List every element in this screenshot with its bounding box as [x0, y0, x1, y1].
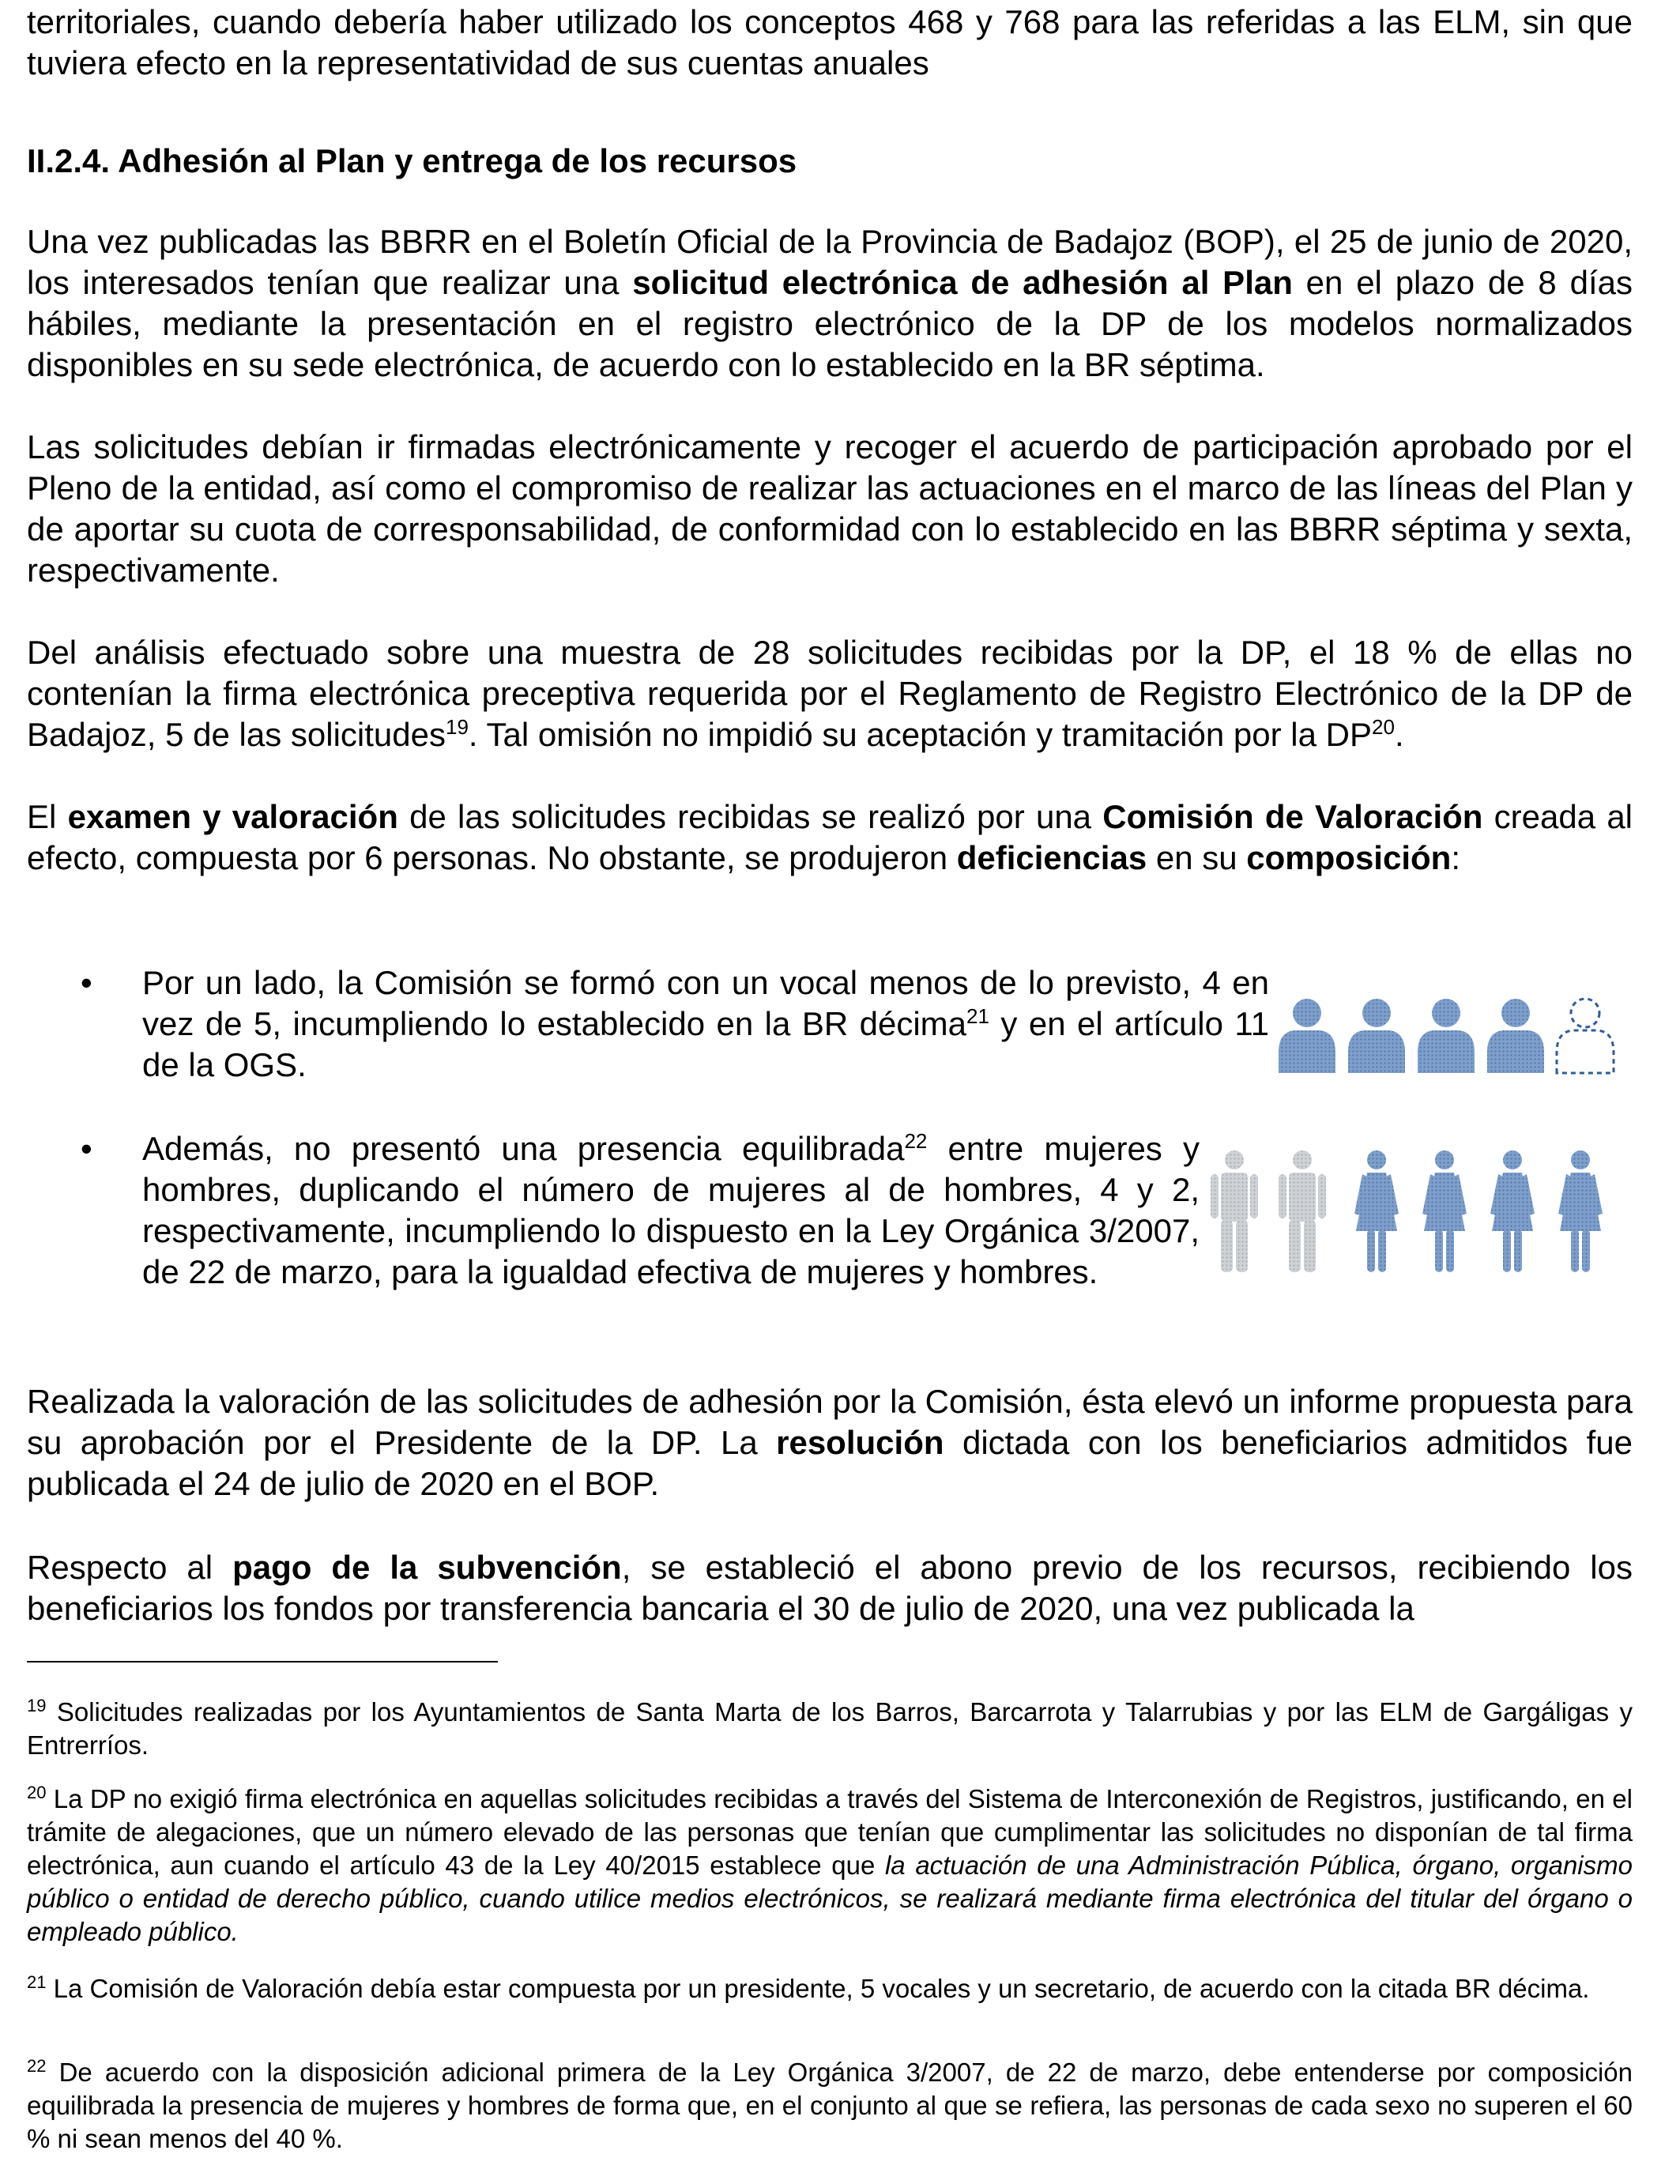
footnote-ref-22[interactable]: 22 [904, 1129, 928, 1153]
intro-paragraph: territoriales, cuando debería haber utilizado los conceptos 468 y 768 para las referidas a las ELM, sin que tuviera efecto en la representatividad de sus cuentas anuales [27, 3, 1633, 81]
woman-icon [1354, 1150, 1399, 1272]
paragraph-analisis: Del análisis efectuado sobre una muestra de 28 solicitudes recibidas por la DP, el 18 % de ellas no contenían la firma electrónica preceptiva requerida por el Reglamento de Registro Electrónico de la DP de Badajoz, 5 de las solicitudes$^{19}$. Tal omisión no impidió su aceptación y tramitación por la DP$^{20}$. [27, 634, 1633, 753]
paragraph-adhesion: Una vez publicadas las BBRR en el Boletín Oficial de la Provincia de Badajoz (BOP), el 25 de junio de 2020, los interesados tenían que realizar una solicitud electrónica de adhesión al Plan en el plazo de 8 días hábiles, mediante la presentación en el registro electrónico de la DP de los modelos normalizados disponibles en su sede electrónica, de acuerdo con lo establecido en la BR séptima. [27, 223, 1633, 383]
footnote-separator [27, 1661, 498, 1662]
vocales-figure [1272, 994, 1620, 1076]
missing-vocal-icon [1557, 999, 1614, 1073]
vocal-person-icon [1487, 999, 1544, 1073]
vocal-person-icon [1348, 999, 1405, 1073]
footnote-21: $^{21}$ La Comisión de Valoración debía estar compuesta por un presidente, 5 vocales y un secretario, de acuerdo con la citada BR décima. [27, 1972, 1590, 2003]
vocal-person-icon [1418, 999, 1475, 1073]
paragraph-comision: El examen y valoración de las solicitudes recibidas se realizó por una Comisión de Valoración creada al efecto, compuesta por 6 personas. No obstante, se produjeron deficiencias en su composición: [27, 798, 1633, 876]
section-heading: II.2.4. Adhesión al Plan y entrega de los recursos [27, 142, 797, 179]
woman-icon [1490, 1150, 1535, 1272]
footnote-ref-19[interactable]: 19 [445, 715, 469, 739]
footnote-ref-20[interactable]: 20 [1372, 715, 1395, 739]
vocal-person-icon [1279, 999, 1335, 1073]
bold-solicitud: solicitud electrónica de adhesión al Plan [632, 264, 1293, 301]
woman-icon [1422, 1150, 1467, 1272]
footnote-19: $^{19}$ Solicitudes realizadas por los Ayuntamientos de Santa Marta de los Barros, Barcarrota y Talarrubias y por las ELM de Gargáligas y Entrerríos. [27, 1696, 1633, 1760]
gender-figure [1201, 1149, 1620, 1275]
woman-icon [1558, 1150, 1603, 1272]
paragraph-firmas: Las solicitudes debían ir firmadas electrónicamente y recoger el acuerdo de participación aprobado por el Pleno de la entidad, así como el compromiso de realizar las actuaciones en el marco de las líneas del Plan y de aportar su cuota de corresponsabilidad, de conformidad con lo establecido en las BBRR séptima y sexta, respectivamente. [27, 428, 1633, 589]
footnote-ref-21[interactable]: 21 [966, 1004, 989, 1028]
paragraph-pago: Respecto al pago de la subvención, se estableció el abono previo de los recursos, recibiendo los beneficiarios los fondos por transferencia bancaria el 30 de julio de 2020, una vez publicada la [27, 1549, 1633, 1627]
man-icon [1279, 1150, 1326, 1272]
bullet-symbol: • [81, 1130, 92, 1167]
man-icon [1211, 1150, 1258, 1272]
bullet-vocales-text: Por un lado, la Comisión se formó con un vocal menos de lo previsto, 4 en vez de 5, incumpliendo lo establecido en la BR décima$^{21}$ y en el artículo 11 de la OGS. [142, 964, 1269, 1083]
paragraph-resolucion: Realizada la valoración de las solicitudes de adhesión por la Comisión, ésta elevó un informe propuesta para su aprobación por el Presidente de la DP. La resolución dictada con los beneficiarios admitidos fue publicada el 24 de julio de 2020 en el BOP. [27, 1383, 1633, 1502]
bullet-symbol: • [81, 964, 92, 1001]
footnote-22: $^{22}$ De acuerdo con la disposición adicional primera de la Ley Orgánica 3/2007, de 22 de marzo, debe entenderse por composición equilibrada la presencia de mujeres y hombres de forma que, en el conjunto al que se refiera, las personas de cada sexo no superen el 60 % ni sean menos del 40 %. [27, 2056, 1633, 2153]
footnote-20: $^{20}$ La DP no exigió firma electrónica en aquellas solicitudes recibidas a través del Sistema de Interconexión de Registros, justificando, en el trámite de alegaciones, que un número elevado de las personas que tenían que cumplimentar las solicitudes no disponían de tal firma electrónica, aun cuando el artículo 43 de la Ley 40/2015 establece que la actuación de una Administración Pública, órgano, organismo público o entidad de derecho público, cuando utilice medios electrónicos, se realizará mediante firma electrónica del titular del órgano o empleado público. [27, 1783, 1633, 1946]
bullet-igualdad-text: Además, no presentó una presencia equilibrada$^{22}$ entre mujeres y hombres, duplicando el número de mujeres al de hombres, 4 y 2, respectivamente, incumpliendo lo dispuesto en la Ley Orgánica 3/2007, de 22 de marzo, para la igualdad efectiva de mujeres y hombres. [142, 1129, 1200, 1290]
